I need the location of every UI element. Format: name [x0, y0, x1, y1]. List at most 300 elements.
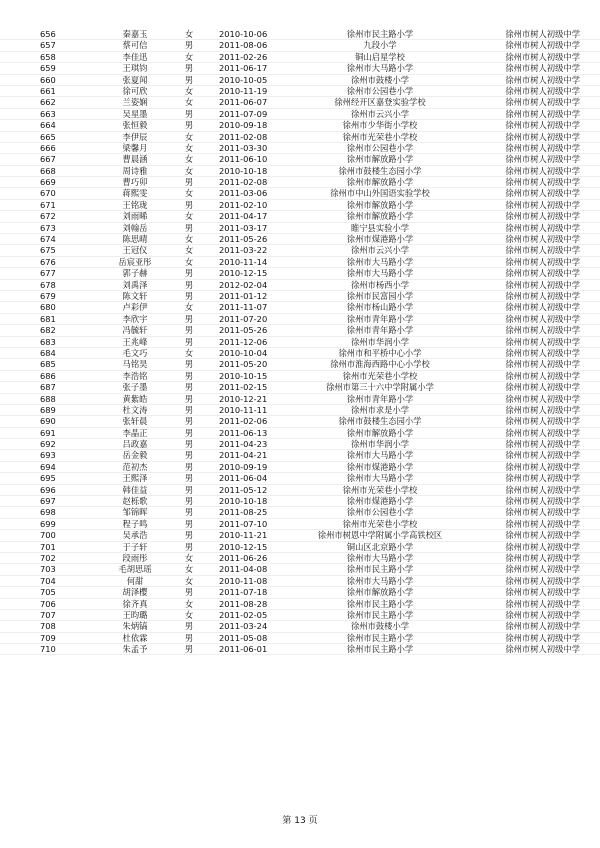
birth-date: 2011-05-26: [219, 325, 268, 336]
student-name: 岳金毅: [122, 450, 148, 461]
primary-school: 铜山区北京路小学: [346, 541, 414, 552]
student-sex: 女: [184, 29, 194, 39]
row-number: 682: [40, 325, 56, 336]
primary-school: 徐州市云兴小学: [350, 108, 410, 119]
birth-date: 2010-09-19: [219, 461, 268, 472]
primary-school: 徐州市青年路小学: [346, 325, 414, 336]
student-name: 李伊辰: [122, 131, 148, 142]
birth-date: 2010-10-18: [219, 496, 268, 507]
middle-school: 徐州市树人初级中学: [505, 461, 580, 472]
student-sex: 女: [184, 85, 194, 96]
middle-school: 徐州市树人初级中学: [505, 518, 580, 529]
middle-school: 徐州市树人初级中学: [505, 245, 580, 256]
table-row: [0, 154, 600, 165]
student-sex: 女: [184, 234, 194, 245]
primary-school: 徐州市中山外国语实验学校: [330, 188, 430, 199]
primary-school: 徐州市光荣巷小学校: [342, 484, 418, 495]
middle-school: 徐州市树人初级中学: [505, 222, 580, 233]
middle-school: 徐州市树人初级中学: [505, 74, 580, 85]
row-number: 695: [40, 473, 56, 484]
primary-school: 徐州市光荣巷小学校: [342, 131, 418, 142]
student-sex: 女: [184, 245, 194, 256]
student-name: 张子墨: [122, 382, 148, 393]
row-number: 702: [40, 552, 56, 563]
row-number: 662: [40, 97, 56, 108]
row-number: 673: [40, 222, 56, 233]
table-row: [0, 132, 600, 143]
row-number: 665: [40, 131, 56, 142]
birth-date: 2011-02-10: [219, 199, 268, 210]
primary-school: 徐州市少华街小学校: [342, 120, 418, 131]
birth-date: 2010-10-04: [219, 347, 268, 358]
middle-school: 徐州市树人初级中学: [505, 404, 580, 415]
row-number: 708: [40, 621, 56, 632]
middle-school: 徐州市树人初级中学: [505, 29, 580, 39]
student-name: 段雨彤: [122, 552, 148, 563]
middle-school: 徐州市树人初级中学: [505, 393, 580, 404]
birth-date: 2011-12-06: [219, 336, 268, 347]
table-row: [0, 416, 600, 427]
birth-date: 2010-11-14: [219, 256, 268, 267]
row-number: 671: [40, 199, 56, 210]
table-row: [0, 599, 600, 610]
table-row: [0, 120, 600, 131]
middle-school: 徐州市树人初级中学: [505, 154, 580, 165]
row-number: 684: [40, 347, 56, 358]
student-name: 卢彩伊: [122, 302, 148, 313]
middle-school: 徐州市树人初级中学: [505, 598, 580, 609]
student-sex: 男: [184, 404, 194, 415]
primary-school: 徐州市解放路小学: [346, 211, 414, 222]
middle-school: 徐州市树人初级中学: [505, 632, 580, 643]
student-sex: 男: [184, 370, 194, 381]
student-name: 程子鸣: [122, 518, 148, 529]
student-name: 朱孟予: [122, 644, 148, 655]
table-row: [0, 337, 600, 348]
birth-date: 2011-08-06: [219, 40, 268, 51]
student-sex: 男: [184, 222, 194, 233]
birth-date: 2010-10-15: [219, 370, 268, 381]
row-number: 659: [40, 63, 56, 74]
table-row: [0, 428, 600, 439]
student-name: 张夏闻: [122, 74, 148, 85]
primary-school: 徐州市光荣巷小学校: [342, 370, 418, 381]
birth-date: 2011-05-08: [219, 632, 268, 643]
student-sex: 男: [184, 393, 194, 404]
student-name: 毛文巧: [122, 347, 148, 358]
primary-school: 徐州市民主路小学: [346, 609, 414, 620]
row-number: 690: [40, 416, 56, 427]
table-row: [0, 177, 600, 188]
primary-school: 徐州市民主路小学: [346, 29, 414, 39]
student-sex: 男: [184, 461, 194, 472]
table-row: [0, 473, 600, 484]
page-number: 第 13 页: [282, 816, 318, 826]
student-sex: 女: [184, 598, 194, 609]
table-row: [0, 348, 600, 359]
birth-date: 2010-11-19: [219, 85, 268, 96]
student-sex: 男: [184, 587, 194, 598]
student-name: 陈文轩: [122, 290, 148, 301]
primary-school: 徐州市民主路小学: [346, 564, 414, 575]
middle-school: 徐州市树人初级中学: [505, 552, 580, 563]
birth-date: 2011-03-06: [219, 188, 268, 199]
birth-date: 2011-01-12: [219, 290, 268, 301]
birth-date: 2011-05-12: [219, 484, 268, 495]
birth-date: 2011-05-26: [219, 234, 268, 245]
middle-school: 徐州市树人初级中学: [505, 575, 580, 586]
table-row: [0, 610, 600, 621]
student-sex: 女: [184, 552, 194, 563]
row-number: 676: [40, 256, 56, 267]
table-row: [0, 405, 600, 416]
middle-school: 徐州市树人初级中学: [505, 587, 580, 598]
table-row: [0, 40, 600, 51]
row-number: 667: [40, 154, 56, 165]
birth-date: 2011-07-20: [219, 313, 268, 324]
student-name: 曹晨涵: [122, 154, 148, 165]
student-sex: 男: [184, 336, 194, 347]
student-name: 于子轩: [122, 541, 148, 552]
student-sex: 男: [184, 439, 194, 450]
student-sex: 男: [184, 40, 194, 51]
table-row: [0, 564, 600, 575]
row-number: 675: [40, 245, 56, 256]
table-row: [0, 530, 600, 541]
student-sex: 女: [184, 154, 194, 165]
student-sex: 男: [184, 359, 194, 370]
middle-school: 徐州市树人初级中学: [505, 51, 580, 62]
student-sex: 女: [184, 51, 194, 62]
row-number: 694: [40, 461, 56, 472]
table-row: [0, 359, 600, 370]
birth-date: 2011-04-17: [219, 211, 268, 222]
middle-school: 徐州市树人初级中学: [505, 177, 580, 188]
middle-school: 徐州市树人初级中学: [505, 165, 580, 176]
student-name: 徐可欣: [122, 85, 148, 96]
birth-date: 2010-12-15: [219, 268, 268, 279]
row-number: 660: [40, 74, 56, 85]
middle-school: 徐州市树人初级中学: [505, 382, 580, 393]
middle-school: 徐州市树人初级中学: [505, 142, 580, 153]
table-row: [0, 86, 600, 97]
primary-school: 徐州市民主路小学: [346, 644, 414, 655]
student-sex: 女: [184, 347, 194, 358]
birth-date: 2010-11-21: [219, 530, 268, 541]
primary-school: 徐州市大马路小学: [346, 575, 414, 586]
student-sex: 男: [184, 450, 194, 461]
row-number: 677: [40, 268, 56, 279]
row-number: 674: [40, 234, 56, 245]
middle-school: 徐州市树人初级中学: [505, 530, 580, 541]
middle-school: 徐州市树人初级中学: [505, 541, 580, 552]
primary-school: 徐州市民主路小学: [346, 598, 414, 609]
middle-school: 徐州市树人初级中学: [505, 131, 580, 142]
row-number: 703: [40, 564, 56, 575]
student-sex: 女: [184, 302, 194, 313]
row-number: 668: [40, 165, 56, 176]
primary-school: 徐州市公园巷小学: [346, 142, 414, 153]
birth-date: 2011-07-18: [219, 587, 268, 598]
student-sex: 男: [184, 74, 194, 85]
birth-date: 2011-08-28: [219, 598, 268, 609]
table-row: [0, 496, 600, 507]
row-number: 688: [40, 393, 56, 404]
student-name: 秦嘉玉: [122, 29, 148, 39]
student-name: 王铭珑: [122, 199, 148, 210]
birth-date: 2011-06-04: [219, 473, 268, 484]
birth-date: 2011-04-21: [219, 450, 268, 461]
primary-school: 徐州经开区嘉登实验学校: [334, 97, 426, 108]
middle-school: 徐州市树人初级中学: [505, 290, 580, 301]
middle-school: 徐州市树人初级中学: [505, 211, 580, 222]
student-name: 李浩铭: [122, 370, 148, 381]
student-sex: 男: [184, 290, 194, 301]
birth-date: 2010-09-18: [219, 120, 268, 131]
row-number: 663: [40, 108, 56, 119]
middle-school: 徐州市树人初级中学: [505, 370, 580, 381]
student-sex: 男: [184, 177, 194, 188]
row-number: 657: [40, 40, 56, 51]
primary-school: 徐州市大马路小学: [346, 552, 414, 563]
primary-school: 徐州市求是小学: [350, 404, 410, 415]
table-row: [0, 519, 600, 530]
table-row: [0, 166, 600, 177]
student-name: 郭子赫: [122, 268, 148, 279]
row-number: 661: [40, 85, 56, 96]
birth-date: 2011-03-24: [219, 621, 268, 632]
table-row: [0, 97, 600, 108]
student-sex: 男: [184, 507, 194, 518]
row-number: 706: [40, 598, 56, 609]
table-row: [0, 621, 600, 632]
table-row: [0, 325, 600, 336]
table-row: [0, 223, 600, 234]
birth-date: 2011-06-26: [219, 552, 268, 563]
table-row: [0, 302, 600, 313]
row-number: 686: [40, 370, 56, 381]
student-name: 李欣宇: [122, 313, 148, 324]
student-sex: 男: [184, 416, 194, 427]
student-name: 蔡可信: [122, 40, 148, 51]
row-number: 709: [40, 632, 56, 643]
student-name: 范初杰: [122, 461, 148, 472]
table-row: [0, 371, 600, 382]
student-name: 王冠仪: [122, 245, 148, 256]
row-number: 683: [40, 336, 56, 347]
row-number: 701: [40, 541, 56, 552]
student-sex: 男: [184, 496, 194, 507]
middle-school: 徐州市树人初级中学: [505, 609, 580, 620]
row-number: 700: [40, 530, 56, 541]
primary-school: 徐州市华润小学: [350, 336, 410, 347]
middle-school: 徐州市树人初级中学: [505, 199, 580, 210]
table-row: [0, 576, 600, 587]
student-sex: 男: [184, 530, 194, 541]
table-row: [0, 257, 600, 268]
middle-school: 徐州市树人初级中学: [505, 439, 580, 450]
birth-date: 2011-02-06: [219, 416, 268, 427]
student-sex: 女: [184, 575, 194, 586]
birth-date: 2011-03-30: [219, 142, 268, 153]
row-number: 669: [40, 177, 56, 188]
birth-date: 2011-06-10: [219, 154, 268, 165]
row-number: 704: [40, 575, 56, 586]
birth-date: 2011-05-20: [219, 359, 268, 370]
student-name: 张轩晨: [122, 416, 148, 427]
table-row: [0, 268, 600, 279]
student-name: 马铭昊: [122, 359, 148, 370]
student-sex: 男: [184, 427, 194, 438]
student-sex: 女: [184, 609, 194, 620]
student-name: 王兆峰: [122, 336, 148, 347]
middle-school: 徐州市树人初级中学: [505, 120, 580, 131]
table-row: [0, 450, 600, 461]
primary-school: 徐州市树恩中学附属小学高铁校区: [317, 530, 443, 541]
row-number: 680: [40, 302, 56, 313]
student-name: 刘雨晞: [122, 211, 148, 222]
primary-school: 徐州市公园巷小学: [346, 85, 414, 96]
primary-school: 徐州市鼓楼生态园小学: [338, 165, 422, 176]
primary-school: 徐州市云兴小学: [350, 245, 410, 256]
birth-date: 2011-02-08: [219, 177, 268, 188]
birth-date: 2012-02-04: [219, 279, 268, 290]
middle-school: 徐州市树人初级中学: [505, 302, 580, 313]
middle-school: 徐州市树人初级中学: [505, 450, 580, 461]
birth-date: 2011-06-07: [219, 97, 268, 108]
birth-date: 2011-03-22: [219, 245, 268, 256]
student-name: 兰姿娴: [122, 97, 148, 108]
student-sex: 男: [184, 199, 194, 210]
primary-school: 徐州市大马路小学: [346, 473, 414, 484]
student-name: 李晶正: [122, 427, 148, 438]
row-number: 689: [40, 404, 56, 415]
table-row: [0, 63, 600, 74]
primary-school: 徐州市公园巷小学: [346, 507, 414, 518]
primary-school: 徐州市解放路小学: [346, 177, 414, 188]
student-name: 梁馨月: [122, 142, 148, 153]
student-name: 何甜: [126, 575, 144, 586]
row-number: 705: [40, 587, 56, 598]
primary-school: 徐州市青年路小学: [346, 393, 414, 404]
birth-date: 2011-06-17: [219, 63, 268, 74]
middle-school: 徐州市树人初级中学: [505, 473, 580, 484]
table-row: [0, 143, 600, 154]
middle-school: 徐州市树人初级中学: [505, 268, 580, 279]
primary-school: 徐州市民富园小学: [346, 290, 414, 301]
primary-school: 徐州市煤港路小学: [346, 234, 414, 245]
primary-school: 徐州市解放路小学: [346, 199, 414, 210]
birth-date: 2010-11-08: [219, 575, 268, 586]
table-row: [0, 462, 600, 473]
row-number: 658: [40, 51, 56, 62]
row-number: 666: [40, 142, 56, 153]
student-sex: 男: [184, 325, 194, 336]
primary-school: 徐州市解放路小学: [346, 427, 414, 438]
row-number: 678: [40, 279, 56, 290]
student-name: 张恒毅: [122, 120, 148, 131]
middle-school: 徐州市树人初级中学: [505, 40, 580, 51]
student-name: 邹锦晖: [122, 507, 148, 518]
middle-school: 徐州市树人初级中学: [505, 484, 580, 495]
student-name: 赵栎歌: [122, 496, 148, 507]
table-row: [0, 280, 600, 291]
middle-school: 徐州市树人初级中学: [505, 416, 580, 427]
table-row: [0, 234, 600, 245]
row-number: 664: [40, 120, 56, 131]
table-row: [0, 553, 600, 564]
row-number: 685: [40, 359, 56, 370]
primary-school: 徐州市鼓楼小学: [350, 74, 410, 85]
row-number: 681: [40, 313, 56, 324]
table-row: [0, 394, 600, 405]
birth-date: 2010-12-15: [219, 541, 268, 552]
student-name: 李佳迅: [122, 51, 148, 62]
student-table: [0, 29, 600, 655]
birth-date: 2010-10-18: [219, 165, 268, 176]
middle-school: 徐州市树人初级中学: [505, 564, 580, 575]
student-sex: 男: [184, 120, 194, 131]
student-sex: 女: [184, 142, 194, 153]
student-name: 王熙泽: [122, 473, 148, 484]
primary-school: 徐州市华润小学: [350, 439, 410, 450]
primary-school: 徐州市煤港路小学: [346, 461, 414, 472]
student-sex: 男: [184, 382, 194, 393]
primary-school: 徐州市大马路小学: [346, 256, 414, 267]
middle-school: 徐州市树人初级中学: [505, 63, 580, 74]
table-row: [0, 245, 600, 256]
primary-school: 徐州市淮海西路中心小学校: [330, 359, 430, 370]
birth-date: 2010-10-05: [219, 74, 268, 85]
primary-school: 徐州市大马路小学: [346, 63, 414, 74]
student-sex: 男: [184, 268, 194, 279]
student-sex: 女: [184, 564, 194, 575]
row-number: 696: [40, 484, 56, 495]
student-sex: 男: [184, 621, 194, 632]
primary-school: 徐州市青年路小学: [346, 313, 414, 324]
middle-school: 徐州市树人初级中学: [505, 85, 580, 96]
row-number: 699: [40, 518, 56, 529]
row-number: 679: [40, 290, 56, 301]
birth-date: 2011-02-26: [219, 51, 268, 62]
middle-school: 徐州市树人初级中学: [505, 313, 580, 324]
middle-school: 徐州市树人初级中学: [505, 188, 580, 199]
student-name: 冯毓轩: [122, 325, 148, 336]
table-row: [0, 485, 600, 496]
primary-school: 睢宁县实验小学: [350, 222, 410, 233]
birth-date: 2010-11-11: [219, 404, 268, 415]
table-row: [0, 291, 600, 302]
middle-school: 徐州市树人初级中学: [505, 496, 580, 507]
primary-school: 徐州市鼓楼生态园小学: [338, 416, 422, 427]
student-name: 刘禹泽: [122, 279, 148, 290]
primary-school: 徐州市鼓楼小学: [350, 621, 410, 632]
middle-school: 徐州市树人初级中学: [505, 507, 580, 518]
table-row: [0, 382, 600, 393]
student-name: 蒋熙雯: [122, 188, 148, 199]
student-name: 胡泽樱: [122, 587, 148, 598]
row-number: 692: [40, 439, 56, 450]
student-name: 吴星墨: [122, 108, 148, 119]
table-row: [0, 633, 600, 644]
student-sex: 男: [184, 473, 194, 484]
table-row: [0, 29, 600, 40]
primary-school: 徐州市解放路小学: [346, 154, 414, 165]
student-name: 王琪钧: [122, 63, 148, 74]
primary-school: 徐州市杨西小学: [350, 279, 410, 290]
primary-school: 徐州市第三十六中学附属小学: [326, 382, 434, 393]
primary-school: 徐州市煤港路小学: [346, 496, 414, 507]
